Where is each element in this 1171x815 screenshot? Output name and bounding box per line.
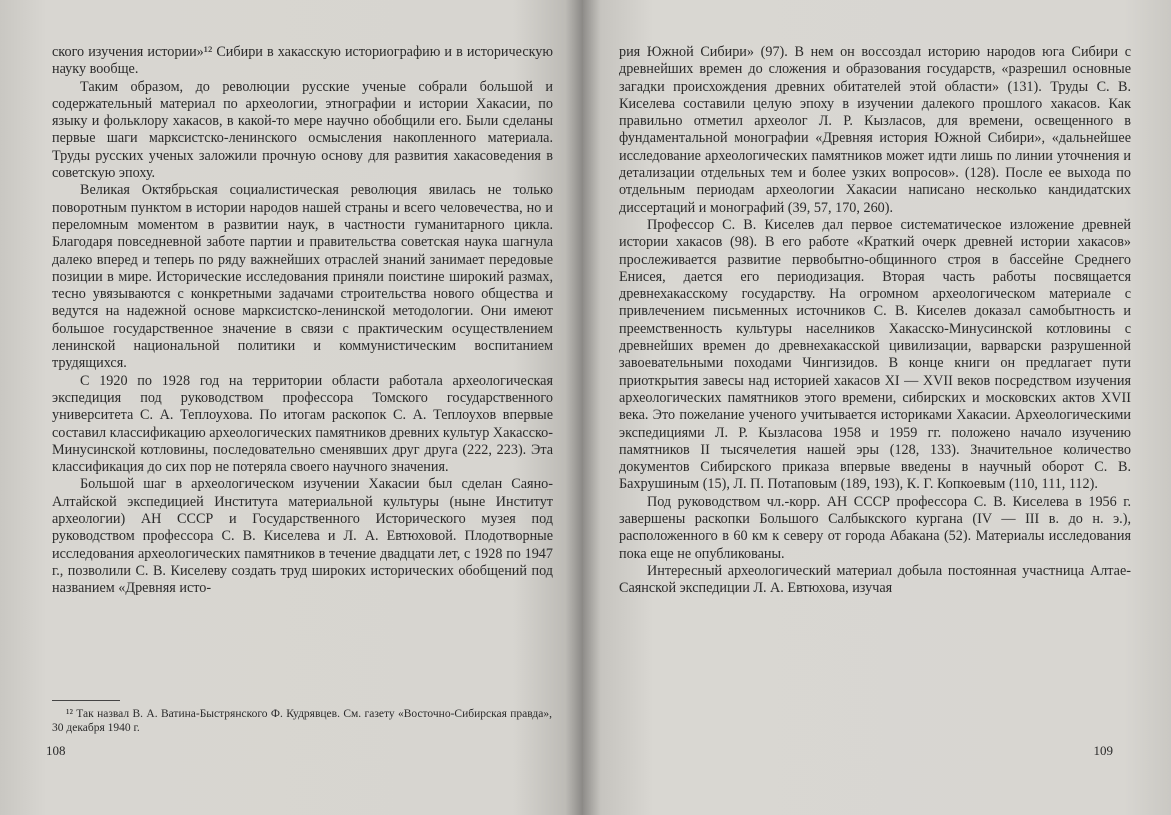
paragraph: рия Южной Сибири» (97). В нем он воссоздал историю народов юга Сибири с древнейших времен до сложения и образования государств, «разрешил основные загадки происхождения древних обитателей этой области» (131). Труды С. В. Киселева составили целую эпоху в изучении далекого прошлого хакасов. Как правильно отметил археолог Л. Р. Кызласов, для времени, освещенного в фундаментальной монографии «Древняя история Южной Сибири», «дальнейшее исследование археологических памятников может идти лишь по линии уточнения и детализации отдельных тем и более узких вопросов». (128). После ее выхода по отдельным периодам археологии Хакасии написано несколько кандидатских диссертаций и монографий (39, 57, 170, 260). [619,44,1131,216]
paragraph: Великая Октябрьская социалистическая революция явилась не только поворотным пунктом в истории народов нашей страны и всего человечества, но и переломным моментом в развитии наук, в частности гуманитарного цикла. Благодаря повседневной заботе партии и правительства советская наука шагнула далеко вперед и теперь по ряду важнейших отраслей знаний занимает передовые позиции в мире. Исторические исследования приняли поистине широкий размах, тесно увязываются с конкретными задачами строительства нового общества и ведутся на надежной основе марксистско-ленинской методологии. Они имеют большое государственное значение в связи с практическим осуществлением ленинской национальной политики и коммунистическим воспитанием трудящихся. [52,182,553,372]
footnote-divider [52,700,120,701]
paragraph: Таким образом, до революции русские ученые собрали большой и содержательный материал по археологии, этнографии и истории Хакасии, по языку и фольклору хакасов, в какой-то мере научно обобщили его. Были сделаны первые шаги марксистско-ленинского осмысления накопленного материала. Труды русских ученых заложили прочную основу для развития хакасоведения в советскую эпоху. [52,78,553,182]
right-page [583,0,1171,815]
paragraph: ского изучения истории»¹² Сибири в хакасскую историографию и в историческую науку вообще. [52,44,553,78]
page-number: 108 [46,743,66,758]
paragraph: Под руководством чл.-корр. АН СССР профессора С. В. Киселева в 1956 г. завершены раскопки Большого Салбыкского кургана (IV — III в. до н. э.), расположенного в 60 км к северу от города Абакана (52). Материалы исследования пока еще не опубликованы. [619,493,1131,562]
right-page-text [619,44,1131,598]
paragraph: Большой шаг в археологическом изучении Хакасии был сделан Саяно-Алтайской экспедицией Института материальной культуры (ныне Институт археологии) АН СССР и Государственного Исторического музея под руководством профессора С. В. Киселева и Л. А. Евтюховой. Плодотворные исследования археологических памятников в течение двадцати лет, с 1928 по 1947 г., позволили С. В. Киселеву создать труд широких исторических обобщений под названием «Древняя исто- [52,476,553,597]
paragraph: Профессор С. В. Киселев дал первое систематическое изложение древней истории хакасов (98). В его работе «Краткий очерк древней истории хакасов» прослеживается развитие первобытно-общинного строя в бассейне Среднего Енисея, дается его периодизация. Вторая часть работы посвящается древнехакасскому государству. На огромном археологическом материале с привлечением письменных источников С. В. Киселев доказал самобытность и преемственность культуры населников Хакасско-Минусинской котловины с древнейших времен до древнехакасской цивилизации, варварски разрушенной завоевательными походами Чингизидов. В конце книги он предлагает пути приоткрытия завесы над историей хакасов XI — XVII веков посредством изучения археологических памятников этого времени, сибирских и московских актов XVII века. Это пожелание ученого учитывается историками Хакасии. Археологическими экспедициями Л. Р. Кызласова 1958 и 1959 гг. положено начало изучению памятников II тысячелетия нашей эры (128, 133). Значительное количество документов Сибирского приказа впервые введены в научный оборот С. В. Бахрушиным (15), Л. П. Потаповым (189, 193), К. Г. Копкоевым (110, 111, 112). [619,216,1131,493]
paragraph: Интересный археологический материал добыла постоянная участница Алтае-Саянской экспедиции Л. А. Евтюхова, изучая [619,562,1131,597]
left-page-text [52,44,553,598]
page-number: 109 [1093,743,1113,758]
paragraph: С 1920 по 1928 год на территории области работала археологическая экспедиция под руководством профессора Томского государственного университета С. А. Теплоухова. По итогам раскопок С. А. Теплоухов впервые составил классификацию археологических памятников древних культур Хакасско-Минусинской котловины, последовательно сменявших друг друга (222, 223). Эта классификация до сих пор не потеряла своего научного значения. [52,372,553,476]
footnote: ¹² Так назвал В. А. Ватина-Быстрянского Ф. Кудрявцев. См. газету «Восточно-Сибирская правда», 30 декабря 1940 г. [52,708,552,734]
left-page [0,0,583,815]
